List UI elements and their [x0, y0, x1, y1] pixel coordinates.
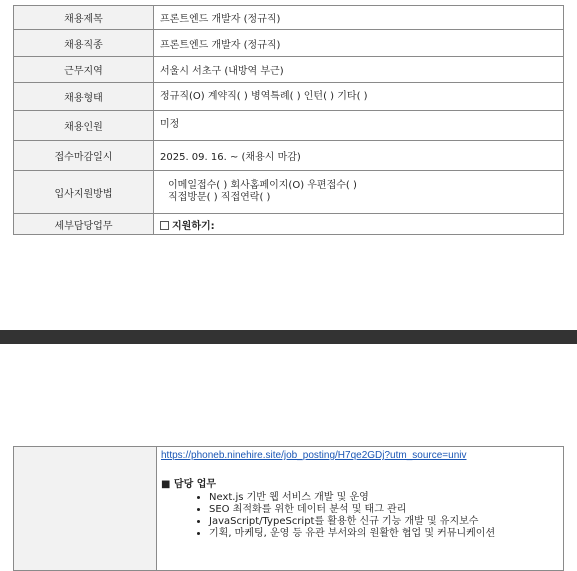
list-item: • JavaScript/TypeScript를 활용한 신규 기능 개발 및 유지보수	[209, 516, 555, 528]
list-item: • Next.js 기반 웹 서비스 개발 및 운영	[209, 492, 555, 504]
table-row	[14, 214, 564, 235]
apply-method-line-1: 이메일접수( ) 회사홈페이지(O) 우편접수( )	[168, 180, 357, 191]
duty-title: ■ 담당 업무	[161, 479, 217, 490]
checkbox-icon[interactable]	[160, 221, 169, 230]
row-label-employment-type: 채용형태	[14, 83, 154, 111]
row-value-apply	[154, 214, 564, 235]
job-detail-table	[13, 446, 564, 571]
row-label-headcount: 채용인원	[14, 111, 154, 141]
row-value-job-type: 프론트엔드 개발자 (정규직)	[154, 30, 564, 57]
table-row	[14, 30, 564, 57]
row-label-apply-method: 입사지원방법	[14, 171, 154, 214]
table-row	[14, 57, 564, 83]
detail-label-cell	[14, 447, 157, 571]
table-row	[14, 83, 564, 111]
table-row	[14, 141, 564, 171]
row-value-deadline: 2025. 09. 16. ~ (채용시 마감)	[154, 141, 564, 171]
duty-list	[161, 492, 555, 540]
table-row	[14, 111, 564, 141]
row-value-apply-method	[154, 171, 564, 214]
apply-method-line-2: 직접방문( ) 직접연락( )	[168, 192, 271, 203]
row-label-location: 근무지역	[14, 57, 154, 83]
row-label-title: 채용제목	[14, 6, 154, 30]
row-value-headcount: 미정	[154, 111, 564, 141]
job-info-table	[13, 5, 564, 235]
list-item: • 기획, 마케팅, 운영 등 유관 부서와의 원활한 협업 및 커뮤니케이션	[209, 528, 555, 540]
table-row	[14, 447, 564, 571]
row-value-title: 프론트엔드 개발자 (정규직)	[154, 6, 564, 30]
row-label-deadline: 접수마감일시	[14, 141, 154, 171]
apply-link[interactable]: https://phoneb.ninehire.site/job_posting/H7qe2GDj?utm_source=univ	[161, 450, 467, 461]
table-row	[14, 171, 564, 214]
apply-label: 지원하기:	[172, 220, 215, 232]
row-value-location: 서울시 서초구 (내방역 부근)	[154, 57, 564, 83]
table-row	[14, 6, 564, 30]
page-break-bar	[0, 330, 577, 344]
row-label-duties: 세부담당업무	[14, 214, 154, 235]
list-item: • SEO 최적화를 위한 데이터 분석 및 태그 관리	[209, 504, 555, 516]
row-label-job-type: 채용직종	[14, 30, 154, 57]
row-value-employment-type: 정규직(O) 계약직( ) 병역특례( ) 인턴( ) 기타( )	[154, 83, 564, 111]
detail-content-cell	[157, 447, 564, 571]
